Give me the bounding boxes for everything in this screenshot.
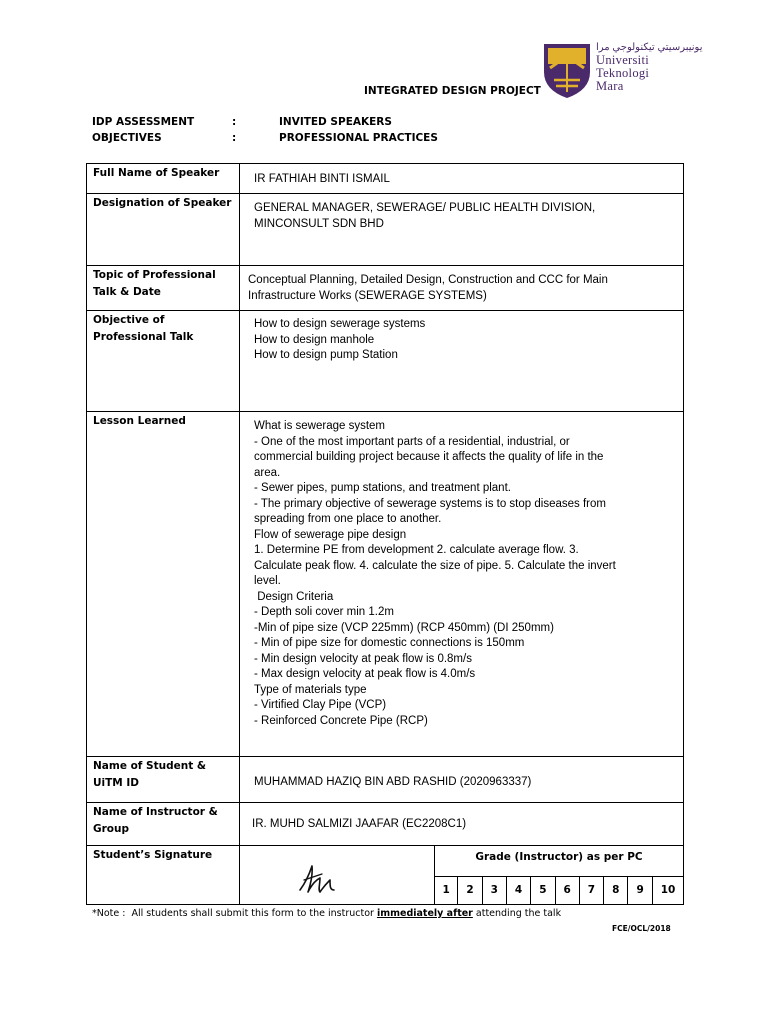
- grade-header: Grade (Instructor) as per PC: [475, 851, 643, 863]
- objective-value[interactable]: [240, 311, 683, 364]
- meta-colon-2: :: [232, 132, 237, 144]
- signature-image: [296, 862, 338, 896]
- grade-option-1[interactable]: 1: [435, 876, 458, 904]
- meta-value-1: INVITED SPEAKERS: [279, 116, 392, 128]
- grade-option-7[interactable]: 7: [579, 876, 603, 904]
- topic-label: Topic of Professional Talk & Date: [87, 266, 240, 311]
- note-prefix: *Note : All students shall submit this form to the instructor: [92, 908, 377, 919]
- lesson-line: - Virtified Clay Pipe (VCP): [254, 699, 387, 711]
- row-designation: [87, 194, 684, 266]
- lesson-line: Type of materials type: [254, 683, 367, 696]
- lesson-line: - Reinforced Concrete Pipe (RCP): [254, 714, 428, 727]
- document-title: INTEGRATED DESIGN PROJECT: [364, 85, 541, 97]
- lesson-line: Design Criteria: [254, 590, 334, 603]
- logo-wordmark: [596, 54, 649, 93]
- lesson-line: - Min design velocity at peak flow is 0.8m/s: [254, 652, 472, 665]
- lesson-line: - One of the most important parts of a residential, industrial, or: [254, 435, 570, 448]
- designation-value[interactable]: [240, 194, 683, 232]
- lesson-line: - The primary objective of sewerage systems is to stop diseases from: [254, 497, 606, 510]
- topic-line: Conceptual Planning, Detailed Design, Construction and CCC for Main: [248, 274, 608, 286]
- speaker-value[interactable]: IR FATHIAH BINTI ISMAIL: [254, 173, 390, 185]
- grade-option-9[interactable]: 9: [628, 876, 653, 904]
- submission-note: [92, 908, 561, 919]
- row-objective: [87, 311, 684, 412]
- lesson-label: Lesson Learned: [87, 412, 240, 757]
- logo-line-3: Mara: [596, 79, 624, 93]
- topic-line: Infrastructure Works (SEWERAGE SYSTEMS): [248, 289, 487, 302]
- logo-line-1: Universiti: [596, 53, 649, 67]
- objective-line: How to design manhole: [254, 333, 375, 346]
- note-emphasis: immediately after: [376, 908, 473, 919]
- topic-value[interactable]: [240, 266, 683, 304]
- lesson-line: commercial building project because it affects the quality of life in the: [254, 451, 604, 463]
- lesson-value[interactable]: [240, 412, 683, 729]
- objective-line: How to design sewerage systems: [254, 318, 426, 330]
- grade-table: [435, 846, 683, 904]
- grade-option-8[interactable]: 8: [604, 876, 628, 904]
- row-instructor: [87, 803, 684, 846]
- logo-line-2: Teknologi: [596, 66, 650, 80]
- grade-option-10[interactable]: 10: [653, 876, 684, 904]
- lesson-line: spreading from one place to another.: [254, 513, 442, 525]
- lesson-line: 1. Determine PE from development 2. calculate average flow. 3.: [254, 544, 579, 556]
- meta-colon-1: :: [232, 116, 237, 128]
- grade-option-5[interactable]: 5: [531, 876, 555, 904]
- form-code: FCE/OCL/2018: [612, 924, 671, 933]
- signature-label: Student’s Signature: [87, 846, 240, 905]
- lesson-line: level.: [254, 575, 281, 587]
- meta-label-2: OBJECTIVES: [92, 132, 162, 144]
- uitm-logo: [542, 42, 703, 100]
- designation-line: MINCONSULT SDN BHD: [254, 217, 384, 230]
- row-speaker: [87, 164, 684, 194]
- lesson-line: Flow of sewerage pipe design: [254, 528, 407, 541]
- row-lesson: [87, 412, 684, 757]
- logo-jawi-text: ﯾﻮﻧﻴﺒﺮﺳﻴﺘﻲ ﺗﻴﻜﻨﻮﻟﻮﺟﻲ ﻣﺮا: [596, 42, 703, 53]
- lesson-line: What is sewerage system: [254, 420, 386, 432]
- student-label: Name of Student & UiTM ID: [87, 757, 240, 803]
- instructor-value[interactable]: IR. MUHD SALMIZI JAAFAR (EC2208C1): [252, 818, 467, 830]
- lesson-line: area.: [254, 466, 281, 479]
- lesson-line: - Sewer pipes, pump stations, and treatment plant.: [254, 482, 511, 494]
- meta-value-2: PROFESSIONAL PRACTICES: [279, 132, 438, 144]
- row-topic: [87, 266, 684, 311]
- grade-option-2[interactable]: 2: [458, 876, 482, 904]
- student-value[interactable]: MUHAMMAD HAZIQ BIN ABD RASHID (2020963337): [254, 776, 532, 788]
- lesson-line: Calculate peak flow. 4. calculate the size of pipe. 5. Calculate the invert: [254, 559, 616, 572]
- row-signature: [87, 846, 684, 905]
- lesson-line: - Max design velocity at peak flow is 4.0m/s: [254, 668, 476, 680]
- objective-line: How to design pump Station: [254, 349, 398, 361]
- instructor-label: Name of Instructor & Group: [87, 803, 240, 846]
- lesson-line: -Min of pipe size (VCP 225mm) (RCP 450mm) (DI 250mm): [254, 621, 554, 634]
- row-student: [87, 757, 684, 803]
- designation-line: GENERAL MANAGER, SEWERAGE/ PUBLIC HEALTH DIVISION,: [254, 202, 596, 214]
- objective-label: Objective of Professional Talk: [87, 311, 240, 412]
- lesson-line: - Depth soli cover min 1.2m: [254, 606, 394, 618]
- grade-option-4[interactable]: 4: [506, 876, 530, 904]
- grade-option-6[interactable]: 6: [555, 876, 579, 904]
- uitm-shield-icon: [542, 42, 592, 100]
- assessment-form: [86, 163, 684, 905]
- note-suffix: attending the talk: [472, 908, 562, 919]
- grade-option-3[interactable]: 3: [482, 876, 506, 904]
- designation-label: Designation of Speaker: [87, 194, 240, 266]
- lesson-line: - Min of pipe size for domestic connections is 150mm: [254, 637, 525, 649]
- meta-label-1: IDP ASSESSMENT: [92, 116, 195, 128]
- speaker-label: Full Name of Speaker: [87, 164, 240, 194]
